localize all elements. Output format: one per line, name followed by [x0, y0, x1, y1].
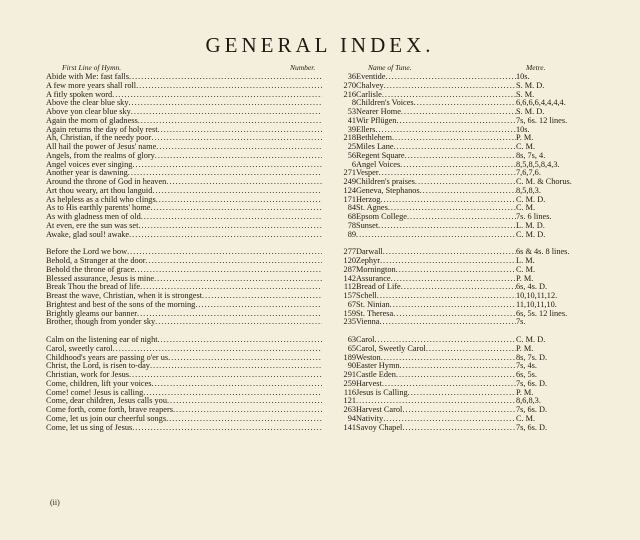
- tune-cell: [356, 397, 516, 406]
- header-metre: Metre.: [526, 63, 546, 72]
- metre-cell: 8,5,8,3.: [516, 186, 541, 195]
- tune-cell: Regent Square .....: [356, 152, 516, 161]
- header-first-line: First Line of Hymn.: [62, 63, 122, 72]
- first-line-cell: Christ, the Lord, is risen to-day .....: [46, 362, 322, 371]
- index-row: [46, 126, 626, 135]
- number-cell: 41: [347, 116, 356, 125]
- first-line-cell: Behold the throne of grace .....: [46, 266, 322, 275]
- first-line-cell: Above the clear blue sky .....: [46, 99, 322, 108]
- first-line-cell: Brightly gleams our banner .....: [46, 310, 322, 319]
- metre-cell: 10s.: [516, 73, 530, 81]
- metre-cell: 7s, 4s.: [516, 362, 537, 371]
- index-row: [46, 275, 626, 284]
- index-row: [46, 143, 626, 152]
- number-cell: 39: [347, 125, 356, 134]
- first-line-cell: All hail the power of Jesus' name .....: [46, 143, 322, 152]
- number-cell: 141: [343, 423, 356, 432]
- metre-cell: 6s & 4s. 8 lines.: [516, 248, 570, 257]
- metre-cell: 8,5,8,5,8,4,3.: [516, 160, 560, 169]
- page-title: GENERAL INDEX.: [205, 33, 435, 57]
- tune-cell: Darwall .....: [356, 248, 516, 257]
- first-line-cell: Above yon clear blue sky .....: [46, 108, 322, 117]
- metre-cell: C. M. D.: [516, 336, 546, 344]
- tune-cell: Carlisle .....: [356, 91, 516, 100]
- number-cell: 94: [347, 414, 356, 423]
- number-cell: 6: [351, 160, 356, 169]
- first-line-cell: As helpless as a child who clings .....: [46, 196, 322, 205]
- metre-cell: 7s, 6s. D.: [516, 379, 548, 388]
- index-row: [46, 134, 626, 143]
- metre-cell: 7,6,7,6.: [516, 169, 541, 178]
- metre-cell: 11,10,11,10.: [516, 300, 557, 309]
- tune-cell: Weston .....: [356, 354, 516, 363]
- metre-cell: 7s, 6s. 12 lines.: [516, 116, 568, 125]
- index-row: [46, 318, 626, 327]
- tune-cell: Miles Lane .....: [356, 143, 516, 152]
- metre-cell: C. M.: [516, 143, 536, 151]
- first-line-cell: Breast the wave, Christian, when it is strongest .....: [46, 292, 322, 301]
- number-cell: 171: [343, 195, 356, 204]
- metre-cell: C. M.: [516, 414, 536, 423]
- first-line-cell: Before the Lord we bow .....: [46, 248, 322, 257]
- first-line-cell: A fitly spoken word .....: [46, 91, 322, 100]
- tune-cell: St. Theresa .....: [356, 310, 516, 319]
- first-line-cell: Calm on the listening ear of night .....: [46, 336, 322, 345]
- index-row: [46, 117, 626, 126]
- tune-cell: Herzog .....: [356, 196, 516, 205]
- metre-cell: 10s.: [516, 125, 530, 134]
- first-line-cell: Around the throne of God in heaven .....: [46, 178, 322, 187]
- index-row: [46, 397, 626, 406]
- number-cell: 218: [343, 134, 356, 143]
- first-line-cell: Again the morn of gladness .....: [46, 117, 322, 126]
- first-line-cell: Break Thou the bread of life .....: [46, 283, 322, 292]
- metre-cell: S. M. D.: [516, 81, 545, 90]
- metre-cell: L. M.: [516, 257, 535, 265]
- number-cell: 249: [343, 178, 356, 186]
- number-cell: 36: [347, 73, 356, 81]
- metre-cell: 6,6,6,6,4,4,4,4.: [516, 99, 566, 108]
- index-row: [46, 152, 626, 161]
- number-cell: 157: [343, 292, 356, 300]
- number-cell: 65: [347, 344, 356, 353]
- first-line-cell: Come, children, lift your voices .....: [46, 380, 322, 389]
- metre-cell: P. M.: [516, 274, 534, 283]
- tune-cell: Mornington .....: [356, 266, 516, 275]
- tune-cell: Savoy Chapel .....: [356, 424, 516, 433]
- number-cell: 112: [343, 283, 356, 292]
- tune-cell: Vienna .....: [356, 318, 516, 327]
- index-row: [46, 73, 626, 82]
- first-line-cell: Brightest and best of the sons of the morning .....: [46, 301, 322, 310]
- tune-cell: [356, 231, 516, 240]
- number-cell: 277: [343, 248, 356, 257]
- first-line-cell: As to His earthly parents' home .....: [46, 204, 322, 213]
- metre-cell: 8s, 7s. D.: [516, 353, 548, 362]
- metre-cell: P. M.: [516, 134, 534, 143]
- index-row: [46, 336, 626, 345]
- first-line-cell: Christian, work for Jesus .....: [46, 371, 322, 380]
- index-row: [46, 371, 626, 380]
- metre-cell: P. M.: [516, 388, 534, 397]
- metre-cell: 10,10,11,12.: [516, 292, 558, 300]
- group-spacer: [46, 327, 626, 336]
- tune-cell: Vesper .....: [356, 169, 516, 178]
- index-row: [46, 213, 626, 222]
- tune-cell: Eventide .....: [356, 73, 516, 82]
- first-line-cell: Behold, a Stranger at the door .....: [46, 257, 322, 266]
- number-cell: 142: [343, 274, 356, 283]
- index-row: [46, 108, 626, 117]
- tune-cell: Harvest .....: [356, 380, 516, 389]
- metre-cell: 6s, 5s. 12 lines.: [516, 309, 568, 318]
- tune-cell: Children's praises .....: [356, 178, 516, 187]
- metre-cell: 7s. 6 lines.: [516, 213, 552, 221]
- number-cell: 68: [347, 213, 356, 221]
- index-row: [46, 91, 626, 100]
- metre-cell: 8,6,8,3.: [516, 397, 541, 406]
- first-line-cell: Blessed assurance, Jesus is mine .....: [46, 275, 322, 284]
- metre-cell: C. M. & Chorus.: [516, 178, 572, 186]
- first-line-cell: Angels, from the realms of glory .....: [46, 152, 322, 161]
- index-row: [46, 169, 626, 178]
- tune-cell: Assurance .....: [356, 275, 516, 284]
- tune-cell: Nearer Home .....: [356, 108, 516, 117]
- first-line-cell: Come, dear children, Jesus calls you .....: [46, 397, 322, 406]
- first-line-cell: Come, let us join our cheerful songs .....: [46, 415, 322, 424]
- number-cell: 291: [343, 371, 356, 379]
- metre-cell: 8s, 7s, 4.: [516, 151, 546, 160]
- tune-cell: Epsom College .....: [356, 213, 516, 222]
- first-line-cell: A few more years shall roll .....: [46, 82, 322, 91]
- number-cell: 263: [343, 406, 356, 414]
- number-cell: 90: [347, 362, 356, 371]
- first-line-cell: Come forth, come forth, brave reapers .....: [46, 406, 322, 415]
- first-line-cell: Abide with Me: fast falls .....: [46, 73, 322, 82]
- first-line-cell: Another year is dawning .....: [46, 169, 322, 178]
- first-line-cell: Brother, though from yonder sky .....: [46, 318, 322, 327]
- first-line-cell: Art thou weary, art thou languid .....: [46, 187, 322, 196]
- tune-cell: Nativity .....: [356, 415, 516, 424]
- number-cell: 89: [347, 230, 356, 239]
- first-line-cell: Come, let us sing of Jesus .....: [46, 424, 322, 433]
- tune-cell: Castle Eden .....: [356, 371, 516, 380]
- number-cell: 25: [347, 143, 356, 151]
- tune-cell: St. Agnes .....: [356, 204, 516, 213]
- number-cell: 271: [343, 169, 356, 178]
- number-cell: 287: [343, 265, 356, 274]
- tune-cell: Bethlehem .....: [356, 134, 516, 143]
- metre-cell: C. M.: [516, 204, 536, 213]
- metre-cell: S. M.: [516, 90, 535, 99]
- metre-cell: 7s, 6s. D.: [516, 406, 548, 414]
- first-line-cell: Awake, glad soul! awake .....: [46, 231, 322, 240]
- tune-cell: Easter Hymn .....: [356, 362, 516, 371]
- number-cell: 84: [347, 204, 356, 213]
- index-row: [46, 178, 626, 187]
- number-cell: 8: [351, 99, 356, 108]
- metre-cell: C. M. D.: [516, 230, 546, 239]
- tune-cell: Carol .....: [356, 336, 516, 345]
- header-tune: Name of Tune.: [368, 63, 412, 72]
- tune-cell: Carol, Sweetly Carol .....: [356, 345, 516, 354]
- index-row: [46, 196, 626, 205]
- tune-cell: Angel Voices .....: [356, 161, 516, 170]
- number-cell: 116: [343, 388, 356, 397]
- index-row: [46, 266, 626, 275]
- number-cell: 63: [347, 336, 356, 344]
- metre-cell: 6s, 4s. D.: [516, 283, 548, 292]
- number-cell: 159: [343, 309, 356, 318]
- index-row: [46, 204, 626, 213]
- metre-cell: 7s, 6s. D.: [516, 423, 548, 432]
- index-row: [46, 354, 626, 363]
- number-cell: 235: [343, 318, 356, 327]
- index-row: [46, 362, 626, 371]
- number-cell: 259: [343, 379, 356, 388]
- first-line-cell: Angel voices ever singing .....: [46, 161, 322, 170]
- first-line-cell: Carol, sweetly carol .....: [46, 345, 322, 354]
- group-spacer: [46, 239, 626, 248]
- metre-cell: 6s, 5s.: [516, 371, 537, 379]
- index-row: [46, 257, 626, 266]
- index-row: [46, 389, 626, 398]
- number-cell: 53: [347, 108, 356, 116]
- metre-cell: 7s.: [516, 318, 526, 327]
- tune-cell: Chalvey .....: [356, 82, 516, 91]
- first-line-cell: Ah, Christian, if the needy poor .....: [46, 134, 322, 143]
- index-row: [46, 161, 626, 170]
- tune-cell: Jesus is Calling .....: [356, 389, 516, 398]
- page-number: (ii): [50, 498, 60, 507]
- tune-cell: Children's Voices .....: [356, 99, 516, 108]
- index-row: [46, 424, 626, 433]
- tune-cell: Sunset .....: [356, 222, 516, 231]
- tune-cell: Schell .....: [356, 292, 516, 301]
- number-cell: 67: [347, 300, 356, 309]
- first-line-cell: At even, ere the sun was set .....: [46, 222, 322, 231]
- first-line-cell: As with gladness men of old .....: [46, 213, 322, 222]
- number-cell: 124: [343, 186, 356, 195]
- index-row: [46, 222, 626, 231]
- metre-cell: S. M. D.: [516, 108, 545, 116]
- number-cell: 120: [343, 257, 356, 265]
- tune-cell: Wir Pflügen .....: [356, 117, 516, 126]
- first-line-cell: Childhood's years are passing o'er us .....: [46, 354, 322, 363]
- index-row: [46, 231, 626, 240]
- index-row: [46, 99, 626, 108]
- index-row: [46, 283, 626, 292]
- first-line-cell: Come! come! Jesus is calling .....: [46, 389, 322, 398]
- index-row: [46, 248, 626, 257]
- tune-cell: Zephyr .....: [356, 257, 516, 266]
- number-cell: 78: [347, 221, 356, 230]
- first-line-cell: Again returns the day of holy rest .....: [46, 126, 322, 135]
- metre-cell: P. M.: [516, 344, 534, 353]
- index-row: [46, 415, 626, 424]
- tune-cell: St. Ninian .....: [356, 301, 516, 310]
- header-number: Number.: [290, 63, 316, 72]
- number-cell: 270: [343, 81, 356, 90]
- index-row: [46, 406, 626, 415]
- number-cell: 121: [343, 397, 356, 406]
- number-cell: 189: [343, 353, 356, 362]
- metre-cell: L. M. D.: [516, 221, 545, 230]
- number-cell: 216: [343, 90, 356, 99]
- index-row: [46, 292, 626, 301]
- index-row: [46, 345, 626, 354]
- index-list: [46, 73, 626, 432]
- tune-cell: Bread of Life .....: [356, 283, 516, 292]
- metre-cell: C. M.: [516, 265, 536, 274]
- index-row: [46, 301, 626, 310]
- index-row: [46, 82, 626, 91]
- tune-cell: Ellers .....: [356, 126, 516, 135]
- tune-cell: Geneva, Stephanos .....: [356, 187, 516, 196]
- index-row: [46, 187, 626, 196]
- index-row: [46, 380, 626, 389]
- metre-cell: C. M. D.: [516, 195, 546, 204]
- index-row: [46, 310, 626, 319]
- tune-cell: Harvest Carol .....: [356, 406, 516, 415]
- number-cell: 56: [347, 151, 356, 160]
